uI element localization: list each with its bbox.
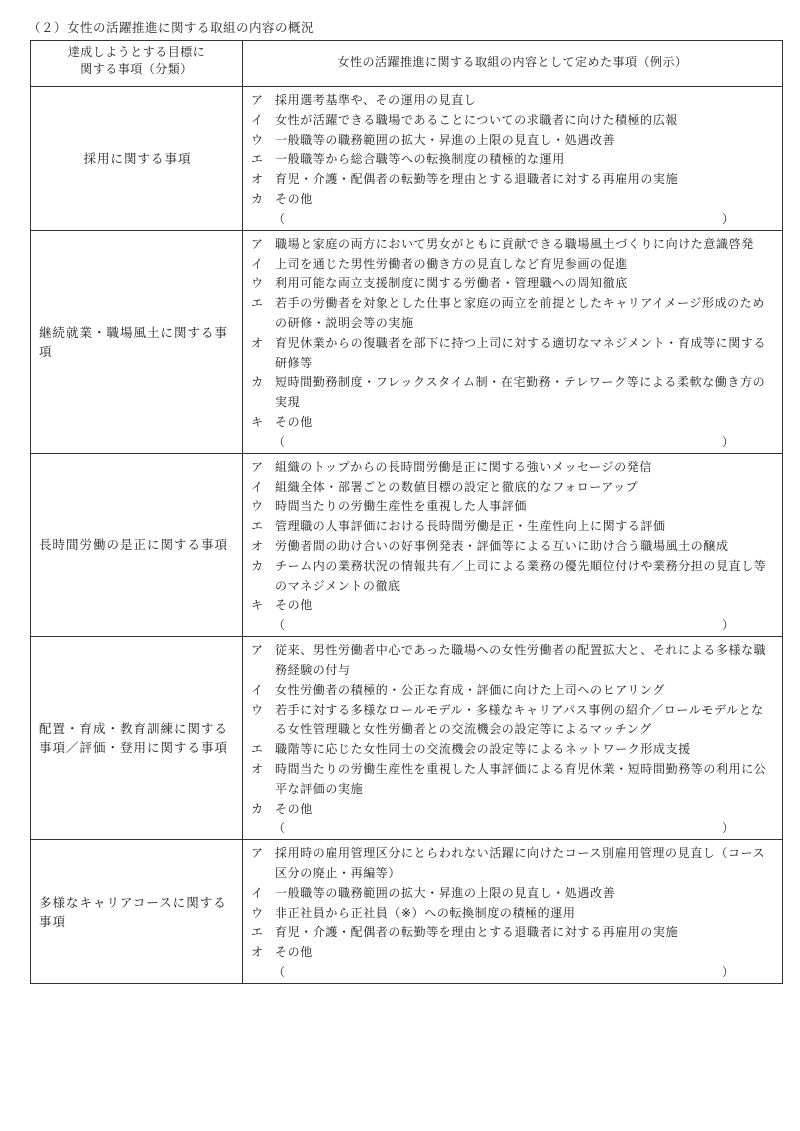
item-marker: ウ [251, 499, 264, 514]
item-text: 一般職等から総合職等への転換制度の積極的な運用 [275, 152, 565, 167]
item-text: 上司を通じた男性労働者の働き方の見直しなど育児参画の促進 [275, 256, 628, 271]
item-text: その他 [275, 598, 313, 613]
item-marker: オ [251, 945, 264, 960]
item-marker: エ [251, 925, 264, 940]
list-item [251, 413, 774, 433]
item-list [243, 840, 782, 983]
list-item [251, 91, 774, 111]
paren-open: （ [273, 821, 286, 836]
other-input-blank [251, 616, 774, 634]
item-text: その他 [275, 801, 313, 816]
paren-close: ） [721, 965, 734, 980]
paren-open: （ [273, 434, 286, 449]
list-item [251, 943, 774, 963]
item-marker: イ [251, 112, 264, 127]
item-marker: カ [251, 558, 264, 573]
item-marker: オ [251, 761, 264, 776]
item-text: 組織のトップからの長時間労働是正に関する強いメッセージの発信 [275, 459, 652, 474]
item-marker: ウ [251, 905, 264, 920]
list-item [251, 497, 774, 517]
item-text: 若手の労働者を対象とした仕事と家庭の両立を前提としたキャリアイメージ形成のための研修・説明会等の実施 [275, 296, 765, 330]
paren-close: ） [721, 821, 734, 836]
item-text: 一般職等の職務範囲の拡大・昇進の上限の見直し・処遇改善 [275, 885, 616, 900]
header-category-cell [31, 41, 243, 87]
item-text: 育児・介護・配偶者の転勤等を理由とする退職者に対する再雇用の実施 [275, 925, 679, 940]
list-item [251, 923, 774, 943]
list-item [251, 274, 774, 294]
item-marker: エ [251, 742, 264, 757]
list-item [251, 235, 774, 255]
item-marker: イ [251, 479, 264, 494]
item-list [243, 231, 782, 453]
list-item [251, 111, 774, 131]
section-row [31, 230, 783, 453]
header-category-line1: 達成しようとする目標に [67, 45, 206, 59]
items-cell [243, 637, 783, 840]
category-label: 配置・育成・教育訓練に関する事項／評価・登用に関する事項 [39, 721, 229, 756]
category-label: 長時間労働の是正に関する事項 [39, 537, 229, 553]
item-text: 女性労働者の積極的・公正な育成・評価に向けた上司へのヒアリング [275, 682, 665, 697]
item-marker: キ [251, 414, 264, 429]
section-row [31, 87, 783, 231]
list-item [251, 904, 774, 924]
other-input-blank [251, 963, 774, 981]
item-marker: エ [251, 152, 264, 167]
section-row [31, 840, 783, 984]
list-item [251, 334, 774, 374]
paren-close: ） [721, 618, 734, 633]
item-marker: オ [251, 172, 264, 187]
header-category-line2: 関する事項（分類） [80, 62, 193, 76]
item-text: 若手に対する多様なロールモデル・多様なキャリアパス事例の紹介／ロールモデルとなる女性管理職と女性労働者との交流機会の設定等によるマッチング [275, 702, 764, 737]
item-text: 組織全体・部署ごとの数値目標の設定と徹底的なフォローアップ [275, 479, 639, 494]
items-cell [243, 453, 783, 636]
item-marker: ア [251, 236, 264, 251]
list-item [251, 373, 774, 413]
list-item [251, 517, 774, 537]
item-text: その他 [275, 945, 313, 960]
item-marker: ウ [251, 702, 264, 717]
header-row [31, 41, 783, 87]
item-marker: カ [251, 375, 264, 390]
list-item [251, 800, 774, 820]
item-marker: イ [251, 682, 264, 697]
item-marker: ウ [251, 276, 264, 291]
list-item [251, 478, 774, 498]
item-text: 利用可能な両立支援制度に関する労働者・管理職への周知徹底 [275, 276, 628, 291]
item-marker: ア [251, 93, 264, 107]
section-row [31, 637, 783, 840]
item-text: その他 [275, 414, 313, 429]
section-heading: （２）女性の活躍推進に関する取組の内容の概況 [28, 20, 315, 35]
item-marker: イ [251, 256, 264, 271]
list-item [251, 537, 774, 557]
item-text: 育児・介護・配偶者の転勤等を理由とする退職者に対する再雇用の実施 [275, 172, 679, 187]
list-item [251, 641, 774, 681]
item-marker: カ [251, 801, 264, 816]
list-item [251, 596, 774, 616]
paren-close: ） [721, 211, 734, 226]
item-text: 採用選考基準や、その運用の見直し [275, 93, 477, 107]
list-item [251, 150, 774, 170]
header-category [31, 41, 242, 86]
items-cell [243, 840, 783, 984]
item-text: 職階等に応じた女性同士の交流機会の設定等によるネットワーク形成支援 [275, 742, 691, 757]
list-item [251, 294, 774, 334]
list-item [251, 884, 774, 904]
item-text: 短時間勤務制度・フレックスタイム制・在宅勤務・テレワーク等による柔軟な働き方の実現 [275, 375, 766, 410]
item-list [243, 87, 782, 230]
header-items-cell [243, 41, 783, 87]
category-cell [31, 637, 243, 840]
list-item [251, 681, 774, 701]
list-item [251, 701, 774, 741]
item-text: 従来、男性労働者中心であった職場への女性労働者の配置拡大と、それによる多様な職務経験の付与 [275, 643, 767, 677]
category-cell [31, 453, 243, 636]
category-label: 継続就業・職場風土に関する事項 [39, 324, 229, 359]
items-cell [243, 87, 783, 231]
item-marker: ウ [251, 132, 264, 147]
measures-table [30, 40, 783, 984]
item-text: 非正社員から正社員（※）への転換制度の積極的運用 [275, 905, 576, 920]
items-cell [243, 230, 783, 453]
category-cell [31, 230, 243, 453]
item-text: 管理職の人事評価における長時間労働是正・生産性向上に関する評価 [275, 519, 666, 534]
item-marker: ア [251, 459, 264, 474]
table-body [31, 41, 783, 984]
list-item [251, 760, 774, 800]
item-marker: ア [251, 846, 264, 861]
list-item [251, 190, 774, 210]
category-cell [31, 87, 243, 231]
item-marker: エ [251, 296, 264, 311]
list-item [251, 255, 774, 275]
category-label: 多様なキャリアコースに関する事項 [39, 894, 227, 929]
item-text: チーム内の業務状況の情報共有／上司による業務の優先順位付けや業務分担の見直し等のマネジメントの徹底 [275, 558, 767, 593]
item-text: 女性が活躍できる職場であることについての求職者に向けた積極的広報 [275, 112, 678, 127]
paren-open: （ [273, 618, 286, 633]
list-item [251, 740, 774, 760]
category-label: 採用に関する事項 [83, 150, 192, 166]
list-item [251, 170, 774, 190]
item-text: 労働者間の助け合いの好事例発表・評価等による互いに助け合う職場風土の醸成 [275, 538, 729, 553]
item-marker: オ [251, 335, 264, 350]
paren-open: （ [273, 965, 286, 980]
list-item [251, 458, 774, 478]
item-text: 育児休業からの復職者を部下に持つ上司に対する適切なマネジメント・育成等に関する研修等 [275, 335, 767, 370]
list-item [251, 844, 774, 884]
item-marker: ア [251, 643, 264, 658]
item-text: 職場と家庭の両方において男女がともに貢献できる職場風土づくりに向けた意識啓発 [275, 236, 754, 251]
item-marker: イ [251, 885, 264, 900]
item-marker: オ [251, 538, 264, 553]
item-text: 時間当たりの労働生産性を重視した人事評価 [275, 499, 528, 514]
section-row [31, 453, 783, 636]
other-input-blank [251, 819, 774, 837]
header-items: 女性の活躍推進に関する取組の内容として定めた事項（例示） [337, 55, 688, 69]
other-input-blank [251, 433, 774, 451]
item-marker: カ [251, 191, 264, 206]
category-cell [31, 840, 243, 984]
item-text: 時間当たりの労働生産性を重視した人事評価による育児休業・短時間勤務等の利用に公平な評価の実施 [275, 761, 767, 796]
item-list [243, 637, 782, 839]
item-text: 採用時の雇用管理区分にとらわれない活躍に向けたコース別雇用管理の見直し（コース区分の廃止・再編等） [275, 846, 766, 881]
paren-close: ） [721, 434, 734, 449]
item-marker: エ [251, 519, 264, 534]
item-text: その他 [275, 191, 313, 206]
item-text: 一般職等の職務範囲の拡大・昇進の上限の見直し・処遇改善 [275, 132, 616, 147]
paren-open: （ [273, 211, 286, 226]
list-item [251, 131, 774, 151]
item-list [243, 454, 782, 636]
list-item [251, 557, 774, 597]
item-marker: キ [251, 598, 264, 613]
other-input-blank [251, 210, 774, 228]
